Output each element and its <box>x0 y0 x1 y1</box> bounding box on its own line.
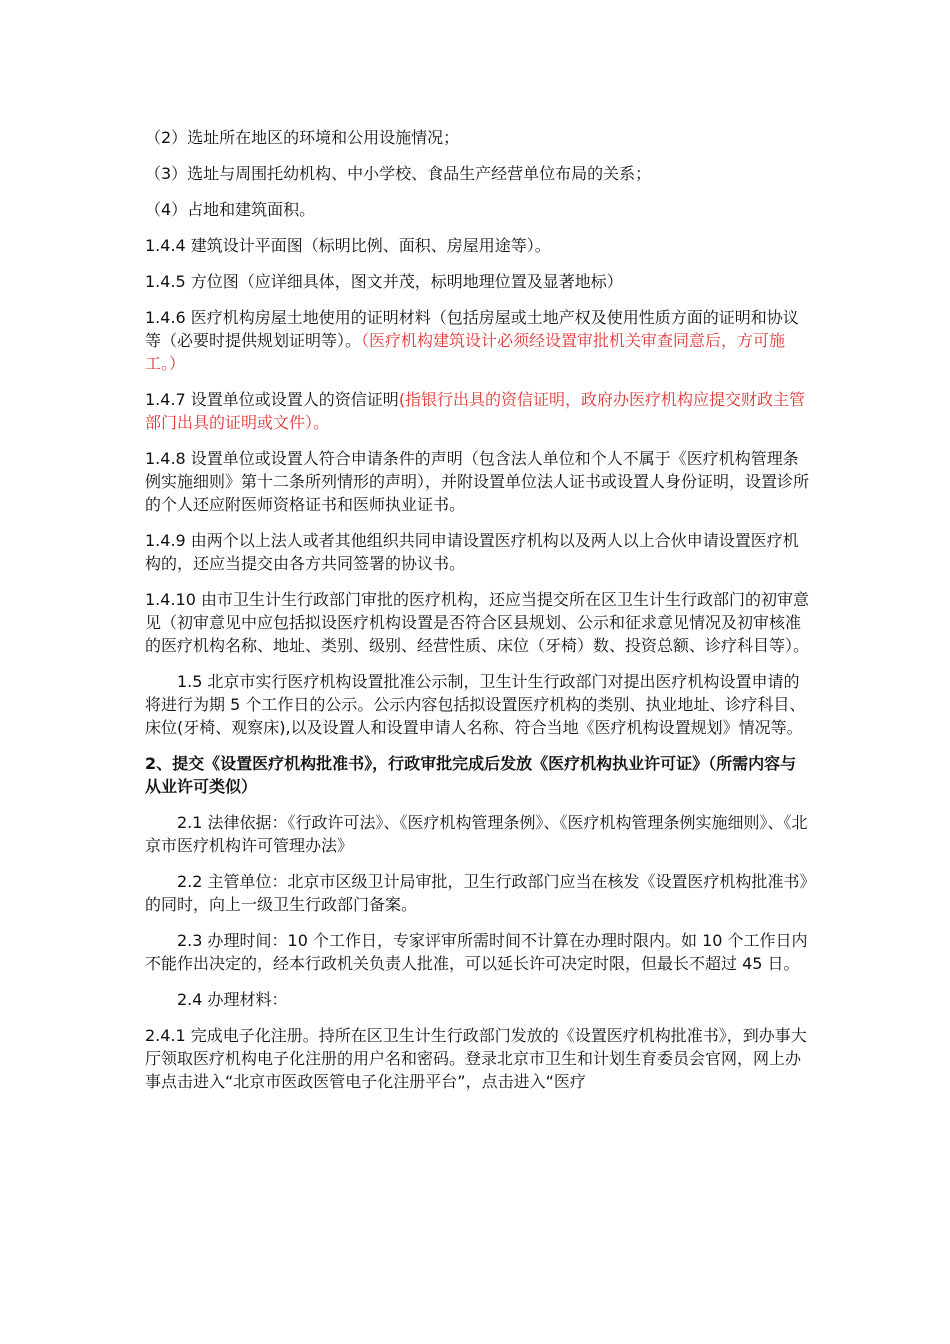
paragraph-1-4-9 <box>145 529 809 575</box>
paragraph-text: 1.4.6 医疗机构房屋土地使用的证明材料（包括房屋或土地产权及使用性质方面的证明和协议等（必要时提供规划证明等）。 <box>145 308 799 350</box>
paragraph-text: 2.1 法律依据：《行政许可法》、《医疗机构管理条例》、《医疗机构管理条例实施细则》、《北京市医疗机构许可管理办法》 <box>145 813 808 855</box>
paragraph-1-4-4 <box>145 234 809 257</box>
heading-text: 2、提交《设置医疗机构批准书》，行政审批完成后发放《医疗机构执业许可证》（所需内容与从业许可类似） <box>145 754 797 796</box>
paragraph-1-4-6 <box>145 306 809 375</box>
paragraph-text: 1.5 北京市实行医疗机构设置批准公示制，卫生计生行政部门对提出医疗机构设置申请的将进行为期 5 个工作日的公示。公示内容包括拟设置医疗机构的类别、执业地址、诊疗科目、床位(牙椅、观察床),以及设置人和设置申请人名称、符合当地《医疗机构设置规划》情况等。 <box>145 672 806 737</box>
paragraph-text: 2.4.1 完成电子化注册。持所在区卫生计生行政部门发放的《设置医疗机构批准书》，到办事大厅领取医疗机构电子化注册的用户名和密码。登录北京市卫生和计划生育委员会官网，网上办事点击进入“北京市医政医管电子化注册平台”，点击进入“医疗 <box>145 1026 807 1091</box>
paragraph-text: 2.3 办理时间：10 个工作日，专家评审所需时间不计算在办理时限内。如 10 个工作日内不能作出决定的，经本行政机关负责人批准，可以延长许可决定时限，但最长不超过 45 日。 <box>145 931 808 973</box>
paragraph-text: （2）选址所在地区的环境和公用设施情况； <box>145 128 460 147</box>
paragraph-2-1 <box>145 811 809 857</box>
paragraph-text: 1.4.4 建筑设计平面图（标明比例、面积、房屋用途等）。 <box>145 236 551 255</box>
paragraph-text: 1.4.9 由两个以上法人或者其他组织共同申请设置医疗机构以及两人以上合伙申请设置医疗机构的，还应当提交由各方共同签署的协议书。 <box>145 531 799 573</box>
paragraph-text: 1.4.8 设置单位或设置人符合申请条件的声明（包含法人单位和个人不属于《医疗机构管理条例实施细则》第十二条所列情形的声明），并附设置单位法人证书或设置人身份证明，设置诊所的个人还应附医师资格证书和医师执业证书。 <box>145 449 810 514</box>
paragraph-text: （3）选址与周围托幼机构、中小学校、食品生产经营单位布局的关系； <box>145 164 652 183</box>
paragraph-1-5 <box>145 670 809 739</box>
paragraph-1-4-7 <box>145 388 809 434</box>
section-heading-2 <box>145 752 809 798</box>
paragraph-land-area <box>145 198 809 221</box>
paragraph-site-environment <box>145 126 809 149</box>
paragraph-2-4 <box>145 988 809 1011</box>
paragraph-1-4-8 <box>145 447 809 516</box>
paragraph-2-2 <box>145 870 809 916</box>
paragraph-text: 2.2 主管单位：北京市区级卫计局审批，卫生行政部门应当在核发《设置医疗机构批准书》的同时，向上一级卫生行政部门备案。 <box>145 872 808 914</box>
paragraph-text: 2.4 办理材料： <box>177 990 288 1009</box>
paragraph-2-4-1 <box>145 1024 809 1093</box>
paragraph-text: 1.4.5 方位图（应详细具体，图文并茂，标明地理位置及显著地标） <box>145 272 623 291</box>
paragraph-2-3 <box>145 929 809 975</box>
document-page <box>145 126 809 1106</box>
red-note: （医疗机构建筑设计必须经设置审批机关审查同意后，方可施工。） <box>145 331 786 373</box>
paragraph-1-4-5 <box>145 270 809 293</box>
paragraph-1-4-10 <box>145 588 809 657</box>
paragraph-text: （4）占地和建筑面积。 <box>145 200 316 219</box>
paragraph-site-relationship <box>145 162 809 185</box>
red-note: (指银行出具的资信证明，政府办医疗机构应提交财政主管部门出具的证明或文件）。 <box>145 390 806 432</box>
paragraph-text: 1.4.7 设置单位或设置人的资信证明 <box>145 390 399 409</box>
paragraph-text: 1.4.10 由市卫生计生行政部门审批的医疗机构，还应当提交所在区卫生计生行政部门的初审意见（初审意见中应包括拟设医疗机构设置是否符合区县规划、公示和征求意见情况及初审核准的医疗机构名称、地址、类别、级别、经营性质、床位（牙椅）数、投资总额、诊疗科目等）。 <box>145 590 810 655</box>
